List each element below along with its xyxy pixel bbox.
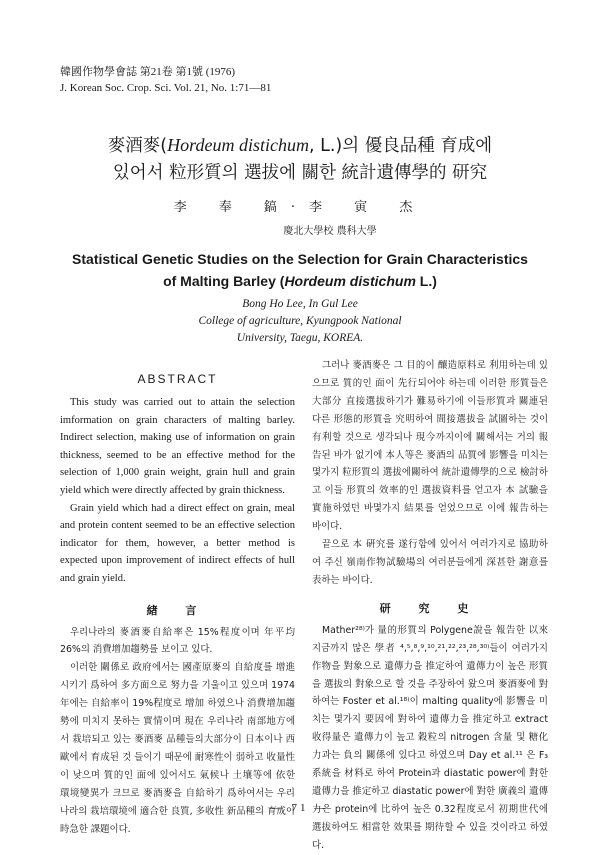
research-history-body bbox=[312, 622, 548, 855]
intro-paragraph-1: 우리나라의 麥酒麥自給率은 15%程度이며 年平均 26%의 消費增加趨勢를 보이고 있다. bbox=[60, 626, 295, 656]
right-paragraph-1: 그러나 麥酒麥은 그 目的이 釀造原料로 利用하는데 있으므로 質的인 面이 先行되어야 하는데 이러한 形質들은 大部分 直接選拔하기가 難易하기에 이들形質과 關連된 다른 形態的形質을 究明하여 間接選拔을 試圖하는 것이 有利할 것으로 생각되나 現今까지이에 關해서는 거의 報告된 바가 없기에 本人等은 麥酒의 品質에 影響을 미치는 몇가지 粒形質의 選拔에關하여 統計遺傳學的으로 檢討하고 이들 形質의 效率的인 選拔資料를 얻고자 本 試驗을 實施하였던 바몇가지 結果를 얻었으므로 이에 報告하는 바이다. bbox=[312, 360, 548, 533]
page-number: — 71 — bbox=[271, 802, 329, 814]
title-english bbox=[0, 248, 600, 292]
intro-paragraph-2: 이러한 關係로 政府에서는 國產原麥의 自給度를 增進시키기 爲하여 多方面으로 努力을 기울이고 있으며 1974年에는 自給率이 19%程度로 增加 하였으나 消費增加趨勢에 미치지 못하는 實情이며 現在 우리나라 南部地方에서 栽培되고 있는 麥酒麥 品種들의大部分이 日本이나 西歐에서 育成된 것 들이기 때문에 耐寒性이 弱하고 收量性이 낮으며 質的인 面에 있어서도 氣候나 土壤等에 依한 環境變異가 크므로 麥酒麥을 自給하기 爲하여서는 우리나라의 栽培環境에 適合한 良質, 多收性 新品種의 育成이 時急한 課題이다. bbox=[60, 662, 295, 835]
author-names: Bong Ho Lee, In Gul Lee bbox=[242, 298, 358, 310]
journal-header-english: J. Korean Soc. Crop. Sci. Vol. 21, No. 1:71—81 bbox=[60, 82, 272, 94]
journal-header-korean: 韓國作物學會誌 第21卷 第1號 (1976) bbox=[60, 66, 236, 78]
author-university: University, Taegu, KOREA. bbox=[236, 332, 364, 344]
title-korean-line2: 있어서 粒形質의 選拔에 關한 統計遺傳學的 研究 bbox=[112, 163, 488, 183]
right-intro-body bbox=[312, 357, 548, 590]
acknowledgement-paragraph: 끝으로 本 硏究를 遂行함에 있어서 여러가지로 協助하여 주신 嶺南作物試驗場의 여러분들에게 深甚한 謝意를 表하는 바이다. bbox=[312, 539, 548, 586]
abstract-paragraph-1: This study was carried out to attain the selection imformation on grain characters of malting barley. Indirect selection, making use of information on grain thickness, seemed to be an effective method for the selection of 1,000 grain weight, grain hull and grain yield which were directly affected by grain thickness. bbox=[60, 397, 295, 496]
intro-heading: 緖 言 bbox=[146, 603, 209, 617]
affiliation-korean: 慶北大學校 農科大學 bbox=[283, 226, 377, 237]
research-history-heading: 研 究 史 bbox=[379, 601, 481, 615]
title-english-line1: Statistical Genetic Studies on the Selection for Grain Characteristics bbox=[72, 251, 528, 267]
authors-korean: 李 奉 鎬·李 寅 杰 bbox=[173, 200, 427, 215]
abstract-heading: ABSTRACT bbox=[137, 372, 218, 386]
journal-header bbox=[60, 64, 271, 96]
abstract-body bbox=[60, 394, 295, 588]
left-column bbox=[60, 372, 295, 838]
abstract-paragraph-2: Grain yield which had a direct effect on grain, meal and protein content seemed to be an effective selection indicator for them, however, a better method is expected upon improvement of indirect effects of hull and grain yield. bbox=[60, 502, 295, 584]
title-korean bbox=[0, 132, 600, 187]
right-column bbox=[312, 357, 548, 855]
research-history-paragraph: Mather²⁸⁾가 量的形質의 Polygene說을 報告한 以來 지금까지 많은 學者 ⁴,⁵,⁸,⁹,¹⁰,²¹,²²,²³,²⁸,³⁰⁾들이 여러가지 作物을 對象으로 遺傳力을 推定하여 遺傳力이 높은 形質을 選拔의 對象으로 할 것을 주장하여 왔으며 麥酒麥에 對하여는 Foster et al.¹⁸⁾이 malting quality에 影響을 미치는 몇가지 要因에 對하여 遺傳力을 推定하고 extract 收得量은 遺傳力이 높고 穀粒의 nitrogen 含量 및 糖化力과는 負의 關係에 있다고 하였으며 Day et al.¹¹ 은 F₃系統을 材料로 하여 Protein과 diastatic power에 對한 遺傳力을 推定하고 diastatic power에 對한 廣義의 遺傳力은 protein에 比하여 높은 0.32程度로서 初期世代에 選拔하여도 相當한 效果를 期待할 수 있을 것이라고 하였다. bbox=[312, 624, 548, 851]
author-college: College of agriculture, Kyungpook National bbox=[198, 315, 402, 327]
title-english-line2: of Malting Barley (Hordeum distichum L.) bbox=[163, 273, 437, 289]
authors-english bbox=[0, 296, 600, 347]
title-korean-line1: 麥酒麥(Hordeum distichum, L.)의 優良品種 育成에 bbox=[107, 135, 493, 156]
